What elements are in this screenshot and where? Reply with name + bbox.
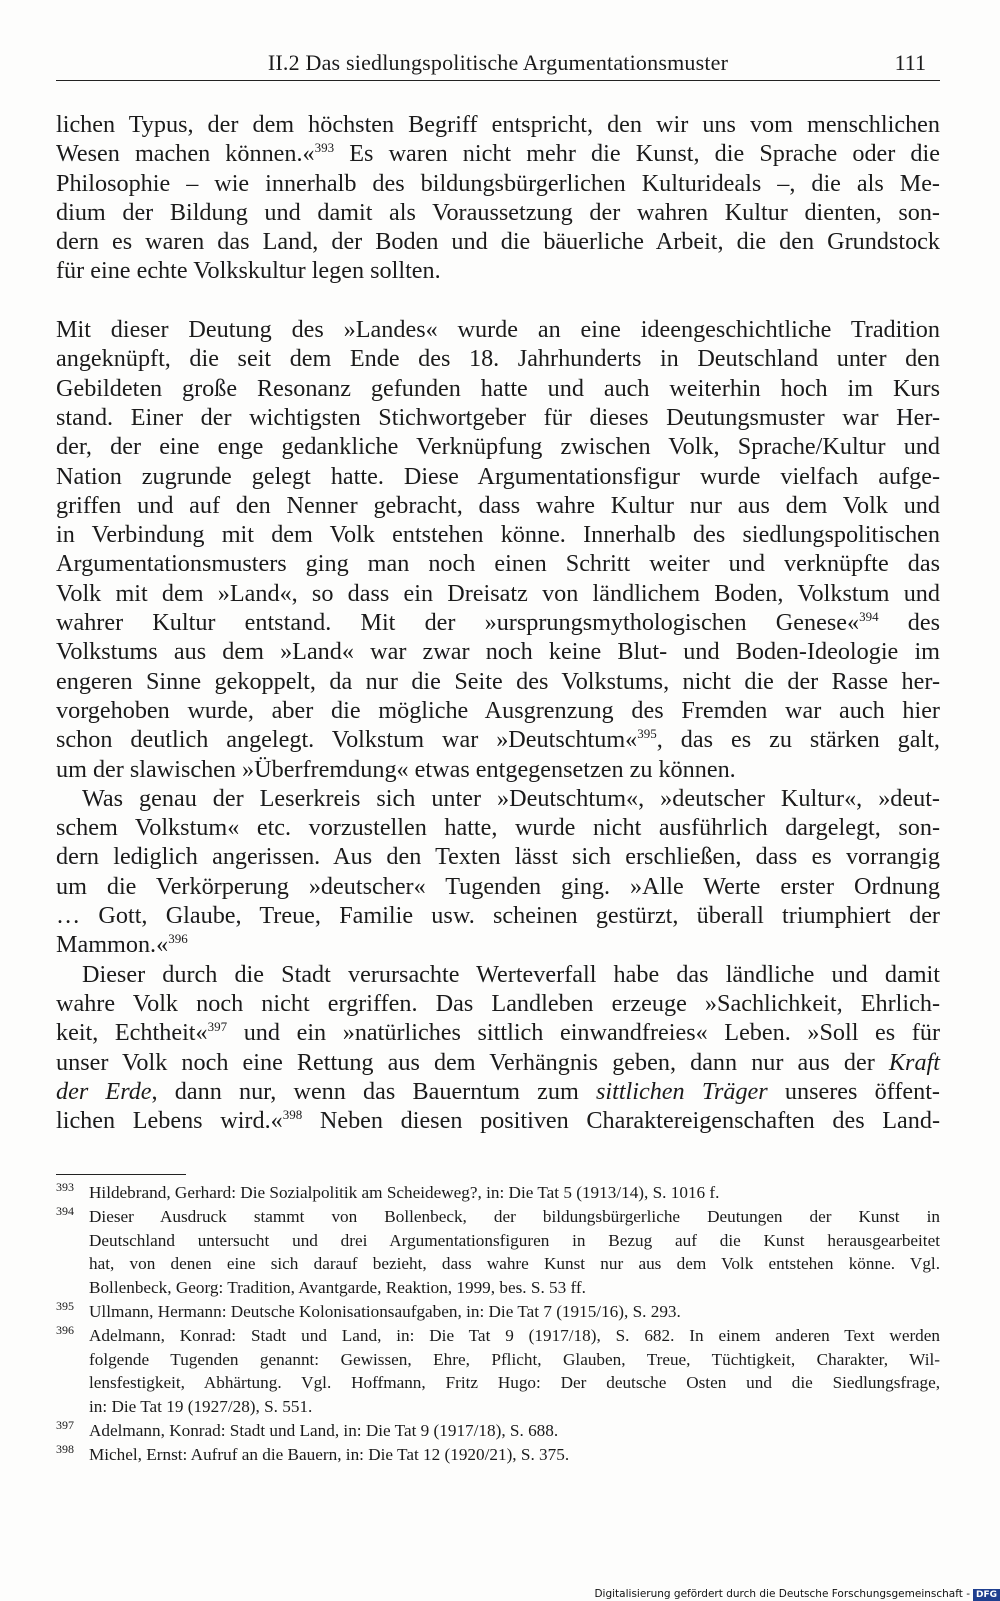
footnote-number: 396 <box>56 1322 74 1337</box>
text-line: lichen Lebens wird.«$^{398}$ Neben diesen positiven Charaktereigenschaften des Land- <box>56 1107 940 1135</box>
footnote-line: Hildebrand, Gerhard: Die Sozialpolitik am Scheideweg?, in: Die Tat 5 (1913/14), S. 1016 f. <box>89 1183 720 1202</box>
footnote-ref: 394 <box>859 609 879 625</box>
text-line: dium der Bildung und damit als Voraussetzung der wahren Kultur dienten, son- <box>56 198 940 226</box>
text-line: griffen und auf den Nenner gebracht, dass wahre Kultur nur aus dem Volk und <box>56 491 940 519</box>
text-line: … Gott, Glaube, Treue, Familie usw. scheinen gestürzt, überall triumphiert der <box>56 902 940 930</box>
footnote <box>56 1419 940 1443</box>
footnotes <box>56 1181 940 1467</box>
footnote-number: 394 <box>56 1203 74 1218</box>
paragraph <box>56 315 940 784</box>
text-line: Philosophie – wie innerhalb des bildungsbürgerlichen Kulturideals –, die als Me- <box>56 169 940 197</box>
footnote-line: Bollenbeck, Georg: Tradition, Avantgarde, Reaktion, 1999, bes. S. 53 ff. <box>89 1278 586 1298</box>
footnote-line: Adelmann, Konrad: Stadt und Land, in: Die Tat 9 (1917/18), S. 682. In einem anderen Text werden <box>89 1325 940 1345</box>
text-line: Gebildeten große Resonanz gefunden hatte und auch weiterhin hoch im Kurs <box>56 374 940 402</box>
text-line: um die Verkörperung »deutscher« Tugenden ging. »Alle Werte erster Ordnung <box>56 872 940 900</box>
text-line: Mit dieser Deutung des »Landes« wurde an eine ideengeschichtliche Tradition <box>56 316 940 344</box>
paragraph <box>56 110 940 286</box>
text-line: Argumentationsmusters ging man noch einen Schritt weiter und verknüpfte das <box>56 550 940 578</box>
footnote <box>56 1205 940 1300</box>
credit-text: Digitalisierung gefördert durch die Deutsche Forschungsgemeinschaft - <box>594 1588 970 1600</box>
paragraph <box>56 960 940 1136</box>
footnote-line: Dieser Ausdruck stammt von Bollenbeck, der bildungsbürgerliche Deutungen der Kunst in <box>89 1206 940 1226</box>
footnote <box>56 1181 940 1205</box>
italic-emphasis: sittlichen Träger <box>595 1077 768 1105</box>
footnote-line: in: Die Tat 19 (1927/28), S. 551. <box>89 1397 313 1417</box>
footnote <box>56 1324 940 1419</box>
text-line: dern lediglich angerissen. Aus den Texten lässt sich erschließen, dass es vorrangig <box>56 843 940 871</box>
italic-emphasis: Kraft <box>888 1048 940 1076</box>
text-line: um der slawischen »Überfremdung« etwas entgegensetzen zu können. <box>56 755 736 783</box>
paragraph <box>56 784 940 960</box>
text-line: Volk mit dem »Land«, so dass ein Dreisatz von ländlichem Boden, Volkstum und <box>56 579 940 607</box>
footnote-number: 397 <box>56 1417 74 1432</box>
text-line: Mammon.«$^{396}$ <box>56 931 188 959</box>
text-line: Was genau der Leserkreis sich unter »Deutschtum«, »deutscher Kultur«, »deut- <box>82 784 940 812</box>
text-line: wahre Volk noch nicht ergriffen. Das Landleben erzeuge »Sachlichkeit, Ehrlich- <box>56 989 940 1017</box>
footnote-line: Ullmann, Hermann: Deutsche Kolonisationsaufgaben, in: Die Tat 7 (1915/16), S. 293. <box>89 1301 681 1321</box>
text-line: engeren Sinne gekoppelt, da nur die Seite des Volkstums, nicht die der Rasse her- <box>56 667 940 695</box>
main-text <box>56 110 940 1135</box>
text-line: unser Volk noch eine Rettung aus dem Verhängnis geben, dann nur aus der Kraft <box>56 1048 940 1076</box>
text-line: dern es waren das Land, der Boden und die bäuerliche Arbeit, die den Grundstock <box>56 228 940 256</box>
dfg-logo: DFG <box>973 1589 1000 1601</box>
text-line: stand. Einer der wichtigsten Stichwortgeber für dieses Deutungsmuster war Her- <box>56 403 940 431</box>
text-line: Dieser durch die Stadt verursachte Werteverfall habe das ländliche und damit <box>82 960 940 988</box>
text-line: angeknüpft, die seit dem Ende des 18. Jahrhunderts in Deutschland unter den <box>56 345 940 373</box>
footnote-ref: 395 <box>637 726 657 742</box>
footnote-line: lensfestigkeit, Abhärtung. Vgl. Hoffmann, Fritz Hugo: Der deutsche Osten und die Siedlungsfrage, <box>89 1373 940 1393</box>
footnote-ref: 397 <box>207 1019 228 1035</box>
footnote-line: hat, von denen eine sich darauf bezieht, dass wahre Kunst nur aus dem Volk entstehen könne. Vgl. <box>89 1254 940 1274</box>
footnote-line: Deutschland untersucht und drei Argumentationsfiguren in Bezug auf die Kunst herausgearbeitet <box>89 1230 940 1250</box>
footnote-line: folgende Tugenden genannt: Gewissen, Ehre, Pflicht, Glauben, Treue, Tüchtigkeit, Charakter, Wil- <box>89 1349 940 1369</box>
text-line: vorgehoben wurde, aber die mögliche Ausgrenzung des Fremden war auch hier <box>56 696 940 724</box>
text-line: in Verbindung mit dem Volk entstehen könne. Innerhalb des siedlungspolitischen <box>56 521 940 549</box>
running-header-title: II.2 Das siedlungspolitische Argumentationsmuster <box>267 50 729 75</box>
text-line: wahrer Kultur entstand. Mit der »ursprungsmythologischen Genese«$^{394}$ des <box>56 609 940 637</box>
text-line: lichen Typus, der dem höchsten Begriff entspricht, den wir uns vom menschlichen <box>56 111 940 138</box>
footnote-separator <box>56 1174 186 1175</box>
footnote-number: 393 <box>56 1180 74 1194</box>
text-line: der, der eine enge gedankliche Verknüpfung zwischen Volk, Sprache/Kultur und <box>56 433 940 461</box>
footnote-number: 398 <box>56 1441 74 1456</box>
footnote-ref: 398 <box>282 1107 303 1123</box>
footnote-line: Adelmann, Konrad: Stadt und Land, in: Die Tat 9 (1917/18), S. 688. <box>89 1420 559 1440</box>
text-line: Wesen machen können.«$^{393}$ Es waren nicht mehr die Kunst, die Sprache oder die <box>56 140 940 168</box>
text-line: schon deutlich angelegt. Volkstum war »Deutschtum«$^{395}$, das es zu stärken galt, <box>56 726 940 754</box>
text-line: der Erde, dann nur, wenn das Bauerntum zum sittlichen Träger unseres öffent- <box>56 1077 940 1105</box>
footnote-ref: 396 <box>168 931 188 947</box>
text-line: Volkstums aus dem »Land« war zwar noch keine Blut- und Boden-Ideologie im <box>56 638 940 666</box>
page-number: 111 <box>894 50 926 75</box>
running-header <box>56 48 940 81</box>
text-line: Nation zugrunde gelegt hatte. Diese Argumentationsfigur wurde vielfach aufge- <box>56 462 940 490</box>
text-line: schem Volkstum« etc. vorzustellen hatte, wurde nicht ausführlich dargelegt, son- <box>56 814 940 842</box>
footnote-line: Michel, Ernst: Aufruf an die Bauern, in: Die Tat 12 (1920/21), S. 375. <box>89 1444 570 1464</box>
digitization-credit <box>594 1588 1000 1601</box>
footnote-number: 395 <box>56 1298 74 1313</box>
text-line: für eine echte Volkskultur legen sollten. <box>56 257 441 285</box>
footnote <box>56 1443 940 1467</box>
italic-emphasis: der Erde <box>56 1077 152 1105</box>
text-line: keit, Echtheit«$^{397}$ und ein »natürliches sittlich einwandfreies« Leben. »Soll es für <box>56 1019 940 1047</box>
footnote <box>56 1300 940 1324</box>
footnote-ref: 393 <box>314 140 335 156</box>
